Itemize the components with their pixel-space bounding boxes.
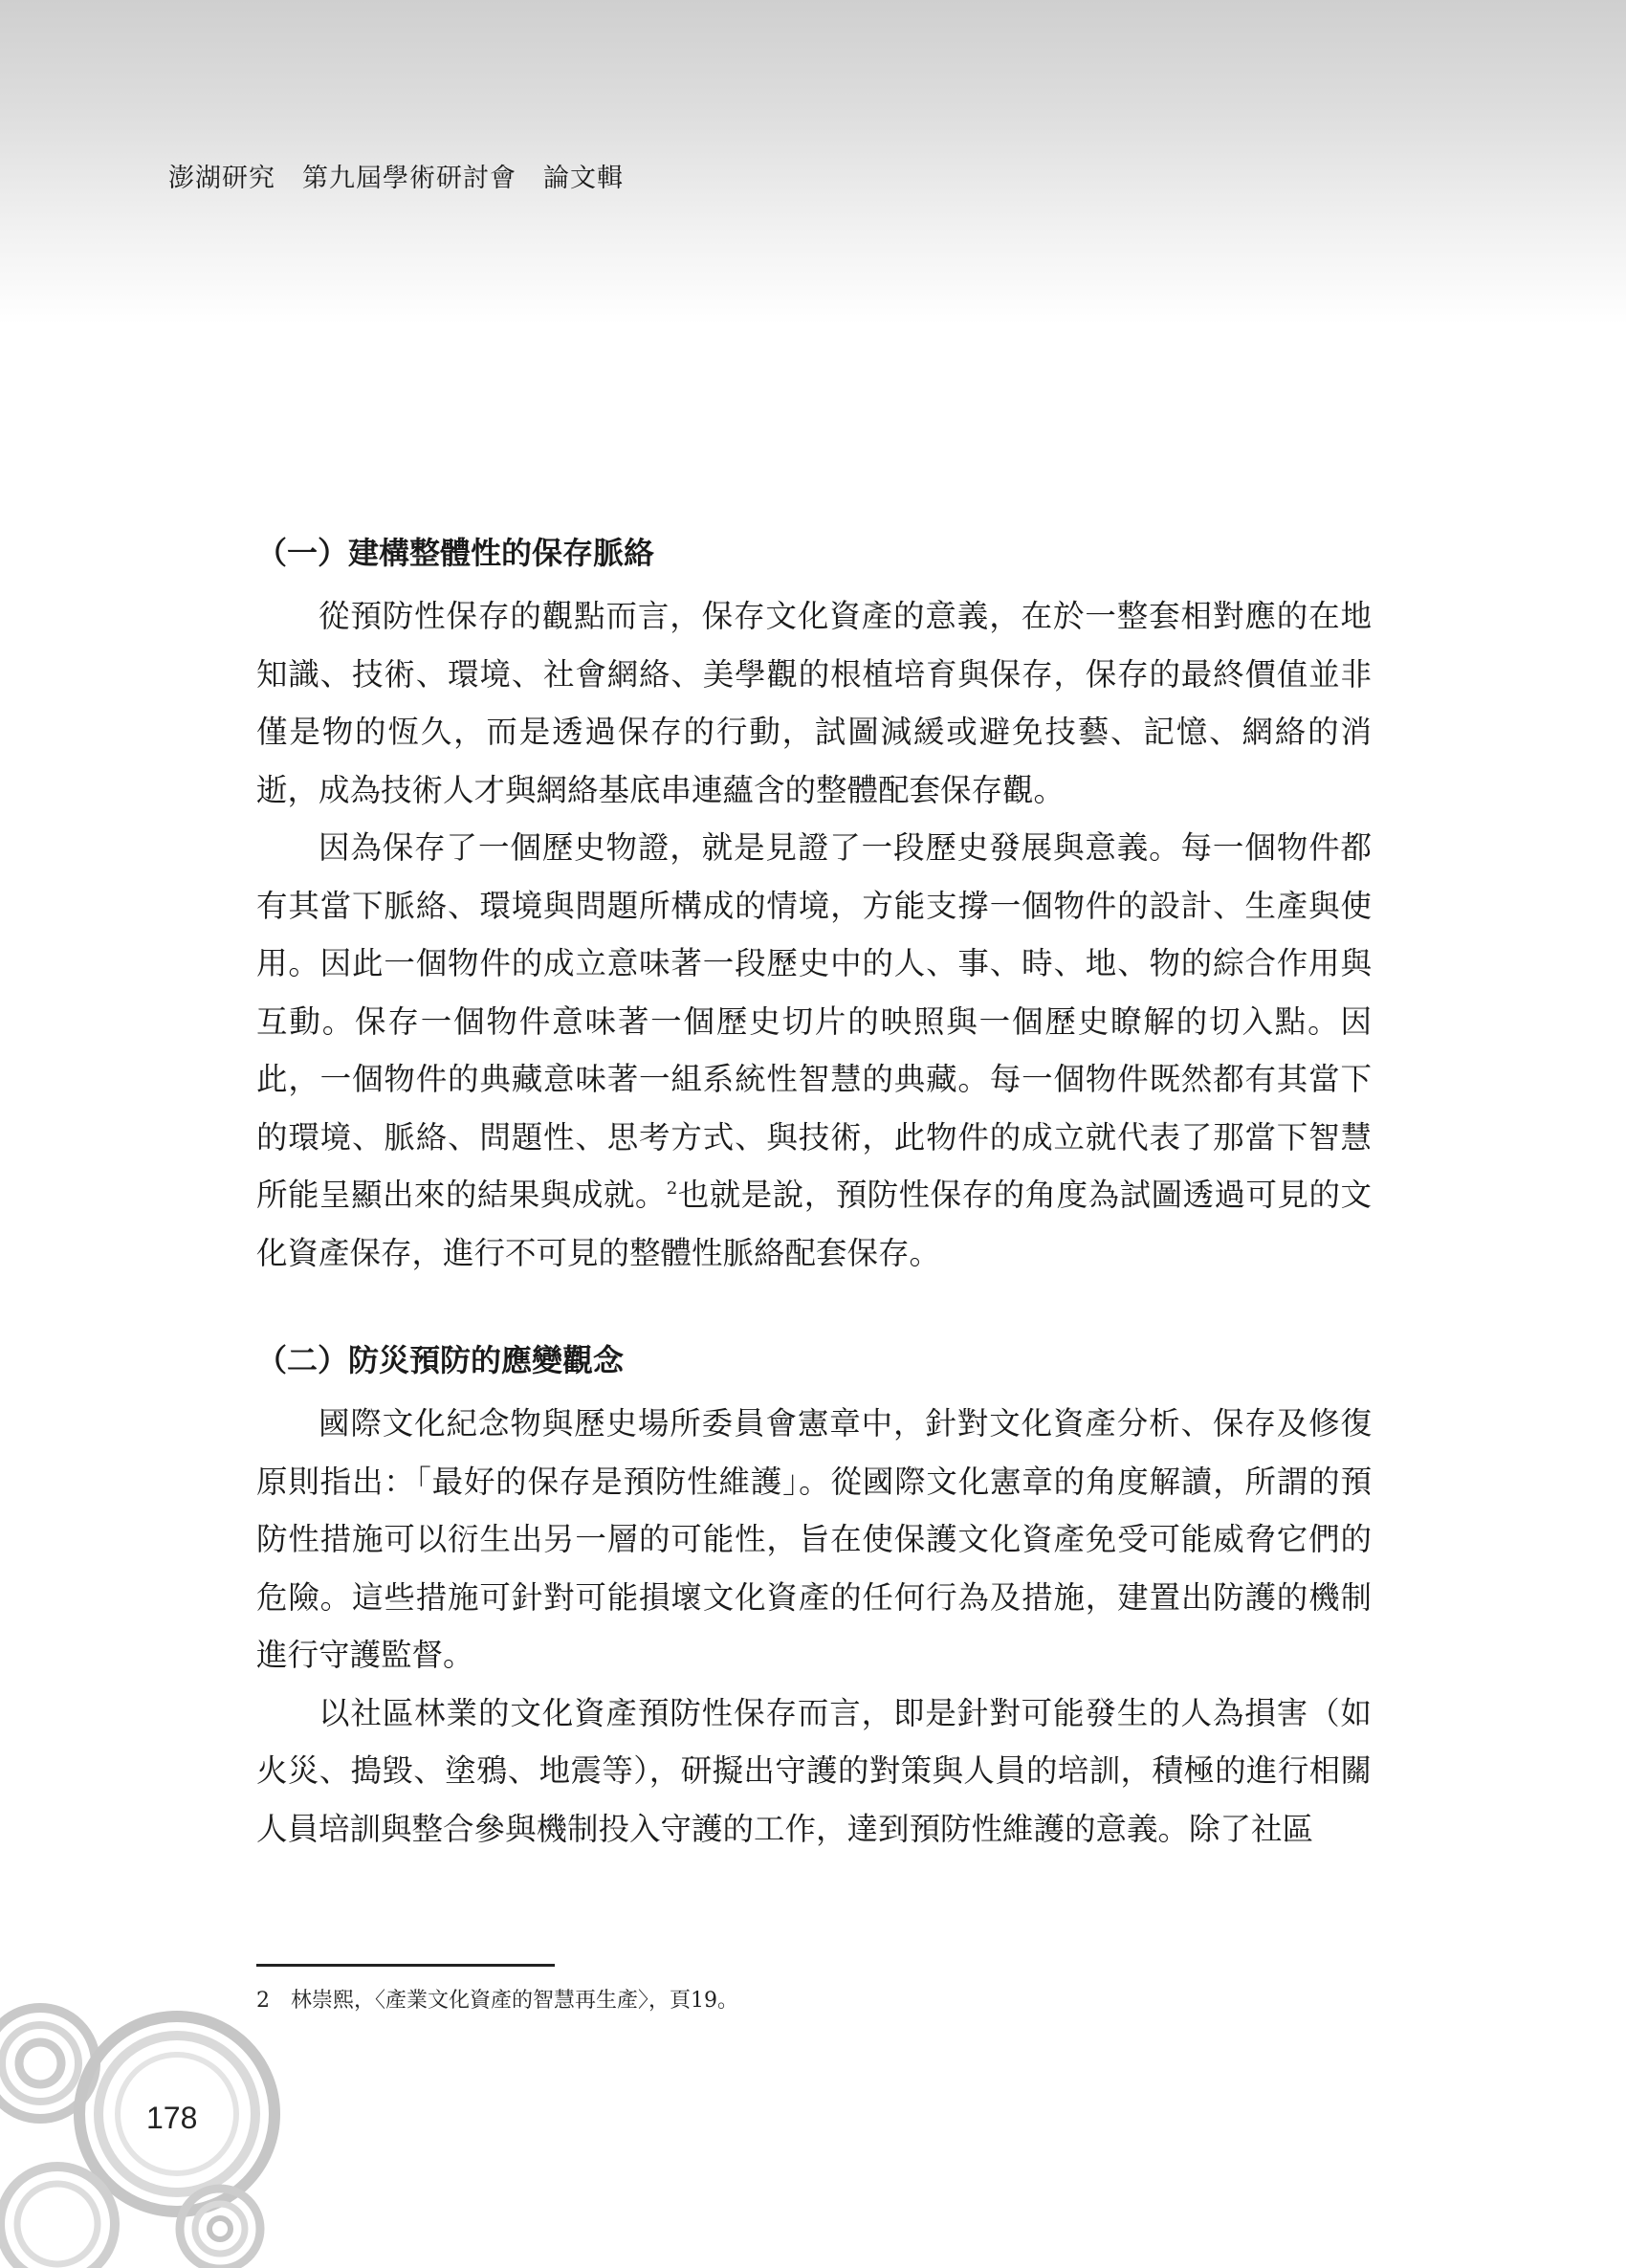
paragraph-1-2-text: 因為保存了一個歷史物證，就是見證了一段歷史發展與意義。每一個物件都有其當下脈絡、環境與問題所構成的情境，方能支撐一個物件的設計、生產與使用。因此一個物件的成立意味著一段歷史中的人、事、時、地、物的綜合作用與互動。保存一個物件意味著一個歷史切片的映照與一個歷史瞭解的切入點。因此，一個物件的典藏意味著一組系統性智慧的典藏。每一個物件既然都有其當下的環境、脈絡、問題性、思考方式、與技術，此物件的成立就代表了那當下智慧所能呈顯出來的結果與成就。 [256,829,1372,1213]
main-text [256,524,1372,1858]
paragraph-2-1: 國際文化紀念物與歷史場所委員會憲章中，針對文化資產分析、保存及修復原則指出：「最好的保存是預防性維護」。從國際文化憲章的角度解讀，所謂的預防性措施可以衍生出另一層的可能性，旨在使保護文化資產免受可能威脅它們的危險。這些措施可針對可能損壞文化資產的任何行為及措施，建置出防護的機制進行守護監督。 [256,1405,1372,1673]
paragraph-1-2-tail: 也就是說，預防性保存的角度為試圖透過可見的文化資產保存，進行不可見的整體性脈絡配套保存。 [256,1177,1372,1271]
running-head: 澎湖研究 第九屆學術研討會 論文輯 [168,164,624,193]
section-heading-2: （二）防災預防的應變觀念 [256,1342,625,1378]
paragraph-1-2 [256,819,1372,1282]
paragraph-1-1: 從預防性保存的觀點而言，保存文化資產的意義，在於一整套相對應的在地知識、技術、環境、社會網絡、美學觀的根植培育與保存，保存的最終價值並非僅是物的恆久，而是透過保存的行動，試圖減緩或避免技藝、記憶、網絡的消逝，成為技術人才與網絡基底串連蘊含的整體配套保存觀。 [256,598,1372,808]
section-heading-1: （一）建構整體性的保存脈絡 [256,535,655,571]
footnote-ref: 2 [666,1178,678,1200]
paragraph-2-2: 以社區林業的文化資產預防性保存而言，即是針對可能發生的人為損害（如火災、搗毀、塗鴉、地震等），研擬出守護的對策與人員的培訓，積極的進行相關人員培訓與整合參與機制投入守護的工作，達到預防性維護的意義。除了社區 [256,1694,1372,1847]
page-number: 178 [146,2101,198,2135]
footnote: 2 林崇熙，〈產業文化資產的智慧再生產〉，頁19。 [256,1989,738,2013]
